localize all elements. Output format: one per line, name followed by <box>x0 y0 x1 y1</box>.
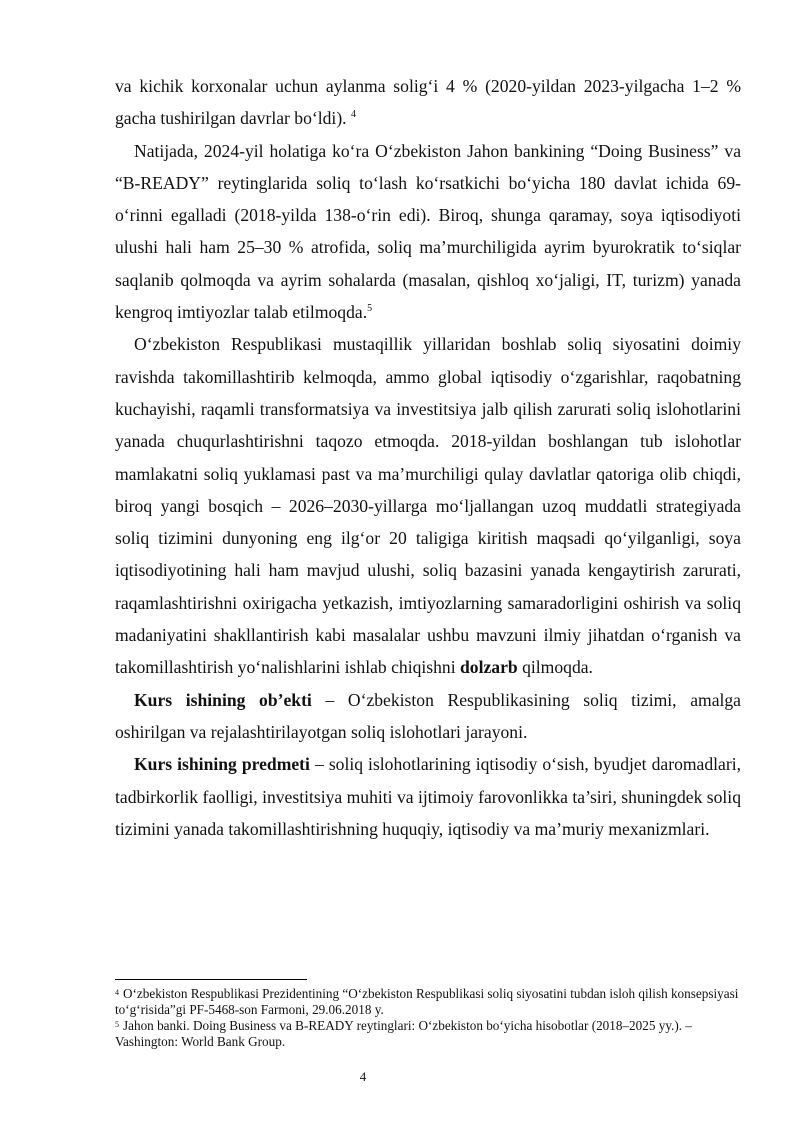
paragraph-1-text: va kichik korxonalar uchun aylanma solig‘i 4 % (2020-yildan 2023-yilgacha 1–2 % gacha tushirilgan davrlar bo‘ldi). <box>115 76 741 129</box>
paragraph-1 <box>115 70 741 135</box>
footnote-ref-5: 5 <box>367 303 373 315</box>
footnotes <box>115 986 741 1050</box>
body-text <box>115 70 741 845</box>
subject-heading: Kurs ishining predmeti <box>134 754 310 775</box>
page-number: 4 <box>359 1069 367 1084</box>
footnote-5 <box>115 1018 741 1050</box>
object-heading: Kurs ishining ob’ekti <box>134 689 312 710</box>
footnote-5-text: Jahon banki. Doing Business va B-READY reytinglari: O‘zbekiston bo‘yicha hisobotlar (2018–2025 yy.). – Vashington: World Bank Group. <box>115 1018 692 1049</box>
object-text: – O‘zbekiston Respublikasining soliq tizimi, amalga oshirilgan va rejalashtirilayotgan soliq islohotlari jarayoni. <box>115 689 741 742</box>
paragraph-3-bold: dolzarb <box>460 657 518 678</box>
footnote-ref-4: 4 <box>350 109 356 121</box>
paragraph-2 <box>115 135 741 329</box>
paragraph-subject <box>115 748 741 845</box>
paragraph-2-text: Natijada, 2024-yil holatiga ko‘ra O‘zbekiston Jahon bankining “Doing Business” va “B-READY” reytinglarida soliq to‘lash ko‘rsatkichi bo‘yicha 180 davlat ichida 69-o‘rinni egalladi (2018-yilda 138-o‘rin edi). Biroq, shunga qaramay, soya iqtisodiyoti ulushi hali ham 25–30 % atrofida, soliq ma’murchiligida ayrim byurokratik to‘siqlar saqlanib qolmoqda va ayrim sohalarda (masalan, qishloq xo‘jaligi, IT, turizm) yanada kengroq imtiyozlar talab etilmoqda. <box>115 140 741 323</box>
paragraph-3-tail: qilmoqda. <box>522 657 593 678</box>
paragraph-3 <box>115 328 741 683</box>
paragraph-object <box>115 684 741 749</box>
footnote-4 <box>115 986 741 1018</box>
footnote-4-text: O‘zbekiston Respublikasi Prezidentining “O‘zbekiston Respublikasi soliq siyosatini tubdan isloh qilish konsepsiyasi to‘g‘risida”gi PF-5468-son Farmoni, 29.06.2018 y. <box>115 986 739 1017</box>
subject-text: – soliq islohotlarining iqtisodiy o‘sish, byudjet daromadlari, tadbirkorlik faolligi, investitsiya muhiti va ijtimoiy farovonlikka ta’siri, shuningdek soliq tizimini yanada takomillashtirishning huquqiy, iqtisodiy va ma’muriy mexanizmlari. <box>115 754 742 839</box>
footnote-4-mark: 4 <box>115 988 119 997</box>
footnote-5-mark: 5 <box>115 1020 119 1029</box>
paragraph-3-text: O‘zbekiston Respublikasi mustaqillik yillaridan boshlab soliq siyosatini doimiy ravishda takomillashtirib kelmoqda, ammo global iqtisodiy o‘zgarishlar, raqobatning kuchayishi, raqamli transformatsiya va investitsiya jalb qilish zarurati soliq islohotlarini yanada chuqurlashtirishni taqozo etmoqda. 2018-yildan boshlangan tub islohotlar mamlakatni soliq yuklamasi past va ma’murchiligi qulay davlatlar qatoriga olib chiqdi, biroq yangi bosqich – 2026–2030-yillarga mo‘ljallangan uzoq muddatli strategiyada soliq tizimini dunyoning eng ilg‘or 20 taligiga kiritish maqsadi qo‘yilganligi, soya iqtisodiyotining hali ham mavjud ulushi, soliq bazasini yanada kengaytirish zarurati, raqamlashtirishni oxirigacha yetkazish, imtiyozlarning samaradorligini oshirish va soliq madaniyatini shakllantirish kabi masalalar ushbu mavzuni ilmiy jihatdan o‘rganish va takomillashtirish yo‘nalishlarini ishlab chiqishni <box>115 334 741 678</box>
footnote-separator <box>115 979 307 980</box>
